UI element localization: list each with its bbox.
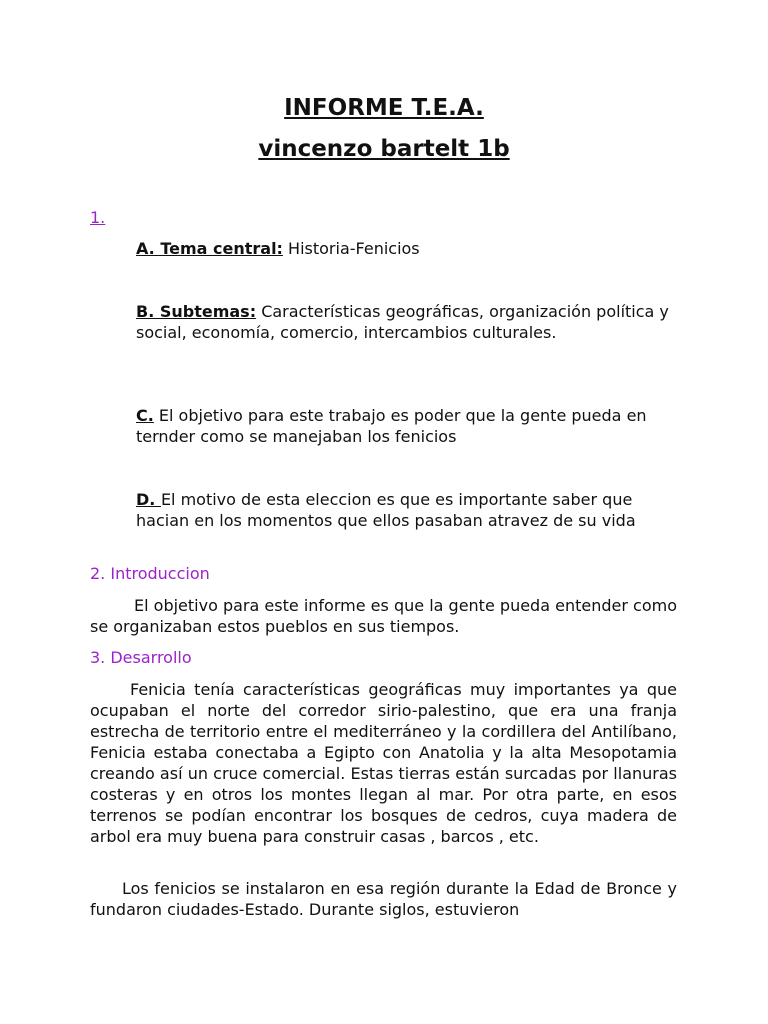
section-2-heading: 2. Introduccion (90, 564, 210, 583)
item-d-text: El motivo de esta eleccion es que es importante saber que hacian en los momentos que ellos pasaban atravez de su vida (136, 490, 636, 530)
item-b-text: Características geográficas, organización política y social, economía, comercio, intercambios culturales. (136, 302, 669, 342)
item-d (136, 489, 681, 531)
development-paragraph-1: Fenicia tenía características geográficas muy importantes ya que ocupaban el norte del corredor sirio-palestino, que era una franja estrecha de territorio entre el mediterráneo y la cordillera del Antilíbano, Fenicia estaba conectaba a Egipto con Anatolia y la alta Mesopotamia creando así un cruce comercial. Estas tierras están surcadas por llanuras costeras y en otros los montes llegan al mar. Por otra parte, en esos terrenos se podían encontrar los bosques de cedros, cuya madera de arbol era muy buena para construir casas , barcos , etc. (90, 680, 677, 846)
item-c (136, 405, 681, 447)
item-b (136, 301, 681, 343)
item-a (136, 238, 681, 259)
development-paragraph-2: Los fenicios se instalaron en esa región durante la Edad de Bronce y fundaron ciudades-Estado. Durante siglos, estuvieron (90, 879, 677, 919)
item-a-label: A. Tema central: (136, 239, 283, 258)
document-title: INFORME T.E.A. (284, 95, 484, 121)
document-subtitle: vincenzo bartelt 1b (258, 136, 510, 162)
item-c-label: C. (136, 406, 154, 425)
item-b-label: B. Subtemas: (136, 302, 257, 321)
item-a-text: Historia-Fenicios (282, 239, 420, 258)
section-3-heading: 3. Desarrollo (90, 648, 192, 667)
section-1-number[interactable]: 1. (90, 208, 106, 227)
item-c-text: El objetivo para este trabajo es poder que la gente pueda en ternder como se manejaban los fenicios (136, 406, 647, 446)
intro-paragraph: El objetivo para este informe es que la gente pueda entender como se organizaban estos pueblos en sus tiempos. (90, 596, 677, 636)
item-d-label: D. (136, 490, 161, 509)
